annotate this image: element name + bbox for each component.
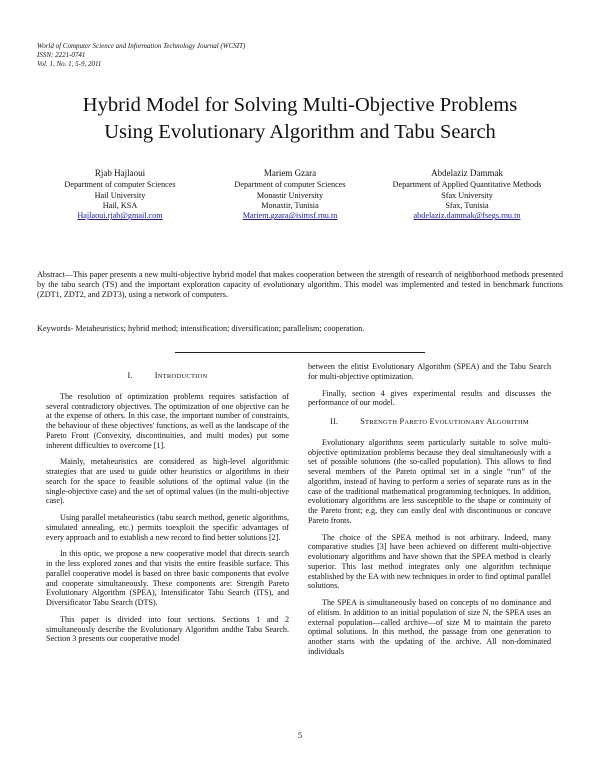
author-university: Hail University [94, 190, 146, 200]
author-university: Monastir University [256, 190, 324, 200]
paragraph: The resolution of optimization problems requires satisfaction of several contradictory objectives. The optimization of one objective can be at the expense of others. In this case, the important number of constraints, the behaviour of these objectives' functions, as well as the landscape of the Pareto Front (Convexity, discontinuities, and multi modes) put some inherent difficulties to overcome [1]. [46, 391, 289, 450]
abstract: Abstract—This paper presents a new multi-objective hybrid model that makes cooperation between the strength of research of neighborhood methods presented by the tabu search (TS) and the important exploration capacity of evolutionary algorithm. This model was implemented and tested in benchmark functions (ZDT1, ZDT2, and ZDT3), using a network of computers. [37, 270, 563, 300]
author-department: Department of Applied Quantitative Methods [392, 180, 542, 190]
heading-rest: LGORITHM [492, 419, 529, 426]
author-email-link[interactable]: abdelaziz.dammak@fsegs.rnu.tn [413, 211, 521, 221]
heading-rest: ARETO [404, 419, 428, 426]
paragraph: between the elitist Evolutionary Algorithm (SPEA) and the Tabu Search for multi-objective optimization. [308, 362, 551, 381]
author-block-3 [362, 168, 572, 221]
paragraph: Evolutionary algorithms seem particularly suitable to solve multi-objective optimization problems because they deal simultaneously with a set of possible solutions (the so-called population). This allows to find several members of the Pareto optimal set in a single “run” of the algorithm, instead of having to perform a series of separate runs as in the case of the traditional mathematical programming techniques. In addition, evolutionary algorithms are less susceptible to the shape or continuity of the Pareto front; e.g, they can easily deal with discontinuous or concave Pareto fronts. [308, 437, 551, 525]
heading-initial: E [429, 417, 435, 426]
author-name: Mariem Gzara [263, 168, 317, 178]
author-city: Sfax, Tunisia [445, 200, 489, 210]
keywords: Keywords- Metaheuristics; hybrid method; intensification; diversification; parallelism; cooperation. [37, 324, 365, 333]
paragraph: The SPEA is simultaneously based on concepts of no dominance and of elitism. In addition to an initial population of size N, the SPEA uses an external population—called archive—of size M to maintain the pareto optimal solutions. In this method, the passage from one generation to another starts with the updating of the archive. All non-dominated individuals [308, 598, 551, 656]
author-email-link[interactable]: Mariem.gzara@isimsf.rnu.tn [242, 211, 338, 221]
author-block-1 [35, 168, 205, 221]
paper-title [20, 92, 580, 146]
paragraph: Finally, section 4 gives experimental results and discusses the performance of our model. [308, 388, 551, 408]
journal-header [37, 42, 245, 69]
author-city: Monastir, Tunisia [261, 200, 319, 210]
heading-initial: A [486, 417, 493, 426]
section-number: II. [330, 417, 339, 426]
heading-initial: I [154, 371, 158, 380]
title-line-2: Using Evolutionary Algorithm and Tabu Search [104, 121, 496, 143]
paragraph: Mainly, metaheuristics are considered as high-level algorithmic strategies that are used to guide other heuristics or algorithms in their search for the space to feasible solutions of the optimal value (in the single-objective case) and the set of optimal values (in the multi-objective case). [46, 457, 289, 506]
section-number: I. [127, 371, 133, 380]
author-department: Department of computer Sciences [234, 180, 346, 190]
right-column [308, 362, 551, 664]
heading-rest: NTRODUCTION [157, 373, 208, 380]
section-heading-introduction [46, 371, 289, 382]
heading-rest: VOLUTIONARY [434, 419, 485, 426]
page-number: 5 [297, 730, 303, 740]
heading-initial: P [399, 417, 405, 426]
paragraph: This paper is divided into four sections. Sections 1 and 2 simultaneously describe the Evolutionary Algorithm andthe Tabu Search. Section 3 presents our cooperative model [46, 614, 289, 644]
heading-rest: TRENGTH [365, 419, 398, 426]
paragraph: In this optic, we propose a new cooperative model that directs search in the less explored zones and that visits the entire feasible surface. This parallel cooperative model is based on three basic components that evolve and cooperate simultaneously. These components are: Strength Pareto Evolutionary Algorithm (SPEA), Intensificator Tabu Search (ITS), and Diversificator Tabu Search (DTS). [46, 549, 289, 607]
author-name: Abdelaziz Dammak [431, 168, 503, 178]
paragraph: Using parallel metaheuristics (tabu search method, genetic algorithms, simulated annealing, etc.) permits toexploit the specific advantages of every approach and to establish a new record to find better solutions [2]. [46, 513, 289, 542]
section-divider [175, 352, 425, 353]
journal-volume: Vol. 1, No. 1, 5-9, 2011 [37, 60, 102, 68]
title-line-1: Hybrid Model for Solving Multi-Objective Problems [82, 94, 518, 116]
author-department: Department of computer Sciences [64, 180, 176, 190]
author-name: Rjab Hajlaoui [94, 168, 146, 178]
author-city: Hail, KSA [102, 200, 138, 210]
journal-issn: ISSN: 2221-0741 [37, 51, 86, 59]
author-block-2 [208, 168, 372, 221]
paragraph: The choice of the SPEA method is not arbitrary. Indeed, many comparative studies [3] have been achieved on different multi-objective evolutionary algorithms and have shown that the SPEA method is clearly superior. This last method integrates only one algorithm technique established by the EA with new techniques in order to find optimal parallel solutions. [308, 532, 551, 591]
journal-name: World of Computer Science and Information Technology Journal (WCSIT) [37, 42, 246, 50]
author-university: Sfax University [441, 190, 493, 200]
left-column [46, 362, 289, 651]
heading-initial: S [360, 417, 366, 426]
section-heading-spea [308, 417, 551, 428]
author-email-link[interactable]: Hajlaoui.rjab@gmail.com [77, 211, 163, 221]
